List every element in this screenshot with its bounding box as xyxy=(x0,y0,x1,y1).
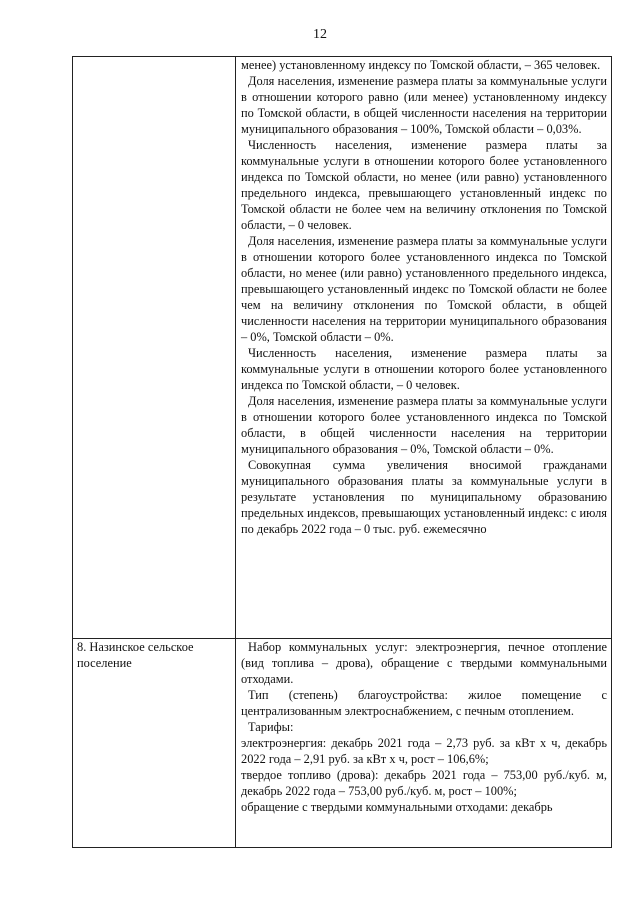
paragraph: обращение с твердыми коммунальными отходами: декабрь xyxy=(241,800,553,814)
description-cell xyxy=(236,639,612,848)
description-cell xyxy=(236,57,612,639)
paragraph: электроэнергия: декабрь 2021 года – 2,73 руб. за кВт х ч, декабрь 2022 года – 2,91 руб. за кВт х ч, рост – 106,6%; xyxy=(241,736,607,766)
paragraph: Численность населения, изменение размера платы за коммунальные услуги в отношении которого более установленного индекса по Томской области, но менее (или равно) установленного предельного индекса, превышающего установленный индекс по Томской области не более чем на величину отклонения по Томской области, – 0 человек. xyxy=(241,138,607,232)
paragraph: Совокупная сумма увеличения вносимой гражданами муниципального образования платы за коммунальные услуги в результате установления по муниципальному образованию предельных индексов, превышающих установленный индекс: с июля по декабрь 2022 года – 0 тыс. руб. ежемесячно xyxy=(241,458,607,536)
paragraph: Доля населения, изменение размера платы за коммунальные услуги в отношении которого более установленного индекса по Томской области, в общей численности населения на территории муниципального образования – 0%, Томской области – 0%. xyxy=(241,394,607,456)
municipality-cell xyxy=(73,57,236,639)
page-number: 12 xyxy=(313,27,327,42)
document-table xyxy=(72,56,612,848)
paragraph: Тарифы: xyxy=(248,720,294,734)
paragraph: Доля населения, изменение размера платы за коммунальные услуги в отношении которого равно (или менее) установленному индексу по Томской области, в общей численности населения на территории муниципального образования – 100%, Томской области – 0,03%. xyxy=(241,74,607,136)
paragraph: Набор коммунальных услуг: электроэнергия, печное отопление (вид топлива – дрова), обращение с твердыми коммунальными отходами. xyxy=(241,640,607,686)
table-row xyxy=(73,639,612,848)
table-row xyxy=(73,57,612,639)
paragraph: менее) установленному индексу по Томской области, – 365 человек. xyxy=(241,58,601,72)
paragraph: Тип (степень) благоустройства: жилое помещение с централизованным электроснабжением, с печным отоплением. xyxy=(241,688,607,718)
paragraph: Доля населения, изменение размера платы за коммунальные услуги в отношении которого более установленного индекса по Томской области, но менее (или равно) установленного предельного индекса, превышающего установленный индекс по Томской области не более чем на величину отклонения по Томской области, в общей численности населения на территории муниципального образования – 0%, Томской области – 0%. xyxy=(241,234,607,344)
paragraph: твердое топливо (дрова): декабрь 2021 года – 753,00 руб./куб. м, декабрь 2022 года – 753,00 руб./куб. м, рост – 100%; xyxy=(241,768,607,798)
municipality-cell: 8. Назинское сельское поселение xyxy=(73,639,236,848)
paragraph: Численность населения, изменение размера платы за коммунальные услуги в отношении которого более установленного индекса по Томской области, – 0 человек. xyxy=(241,346,607,392)
